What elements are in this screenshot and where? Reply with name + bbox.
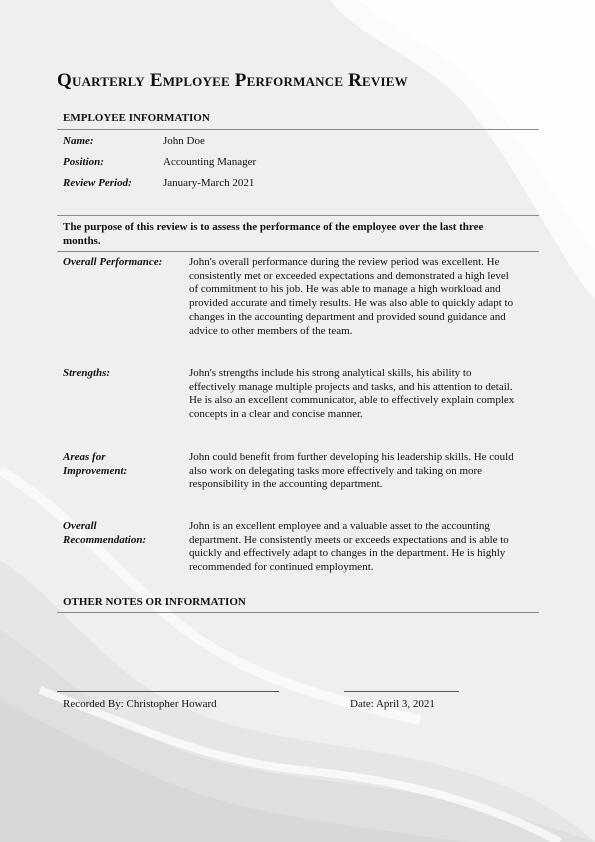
areas-for-improvement-label: Areas for Improvement: [63,451,128,477]
name-label: Name: [63,135,94,147]
strengths-label: Strengths: [63,367,111,379]
review-period-label: Review Period: [63,177,132,189]
section-divider [57,612,539,613]
document-title: Quarterly Employee Performance Review [57,70,408,91]
recorded-by-text: Recorded By: Christopher Howard [63,698,217,710]
other-notes-heading: OTHER NOTES OR INFORMATION [63,596,246,608]
strengths-text: John's strengths include his strong analytical skills, his ability to effectively manage multiple projects and tasks, and his attention to detail. He is also an excellent communicator, able to effectively explain complex concepts in a clear and concise manner. [189,367,515,421]
position-value: Accounting Manager [163,156,257,168]
overall-recommendation-label: Overall Recommendation: [63,520,147,546]
review-period-value: January-March 2021 [163,177,255,189]
employee-info-heading: EMPLOYEE INFORMATION [63,112,210,124]
purpose-statement: The purpose of this review is to assess the performance of the employee over the last three months. [63,221,484,247]
recorded-by-signature-line [57,691,279,692]
section-divider [57,129,539,130]
name-value: John Doe [163,135,205,147]
position-label: Position: [63,156,104,168]
section-divider [57,215,539,216]
overall-recommendation-text: John is an excellent employee and a valuable asset to the accounting department. He consistently meets or exceeds expectations and is able to quickly and effectively adapt to changes in the department. He is highly recommended for continued employment. [189,520,509,574]
date-signature-line [344,691,459,692]
areas-for-improvement-text: John could benefit from further developing his leadership skills. He could also work on delegating tasks more effectively and taking on more responsibility in the accounting department. [189,451,514,491]
date-text: Date: April 3, 2021 [350,698,435,710]
overall-performance-label: Overall Performance: [63,256,163,268]
section-divider [57,251,539,252]
overall-performance-text: John's overall performance during the review period was excellent. He consistently met or exceeded expectations and demonstrated a high level of commitment to his job. He was able to manage a high workload and provided accurate and timely results. He was also able to quickly adapt to changes in the accounting department and provided sound guidance and advice to other members of the team. [189,256,514,337]
